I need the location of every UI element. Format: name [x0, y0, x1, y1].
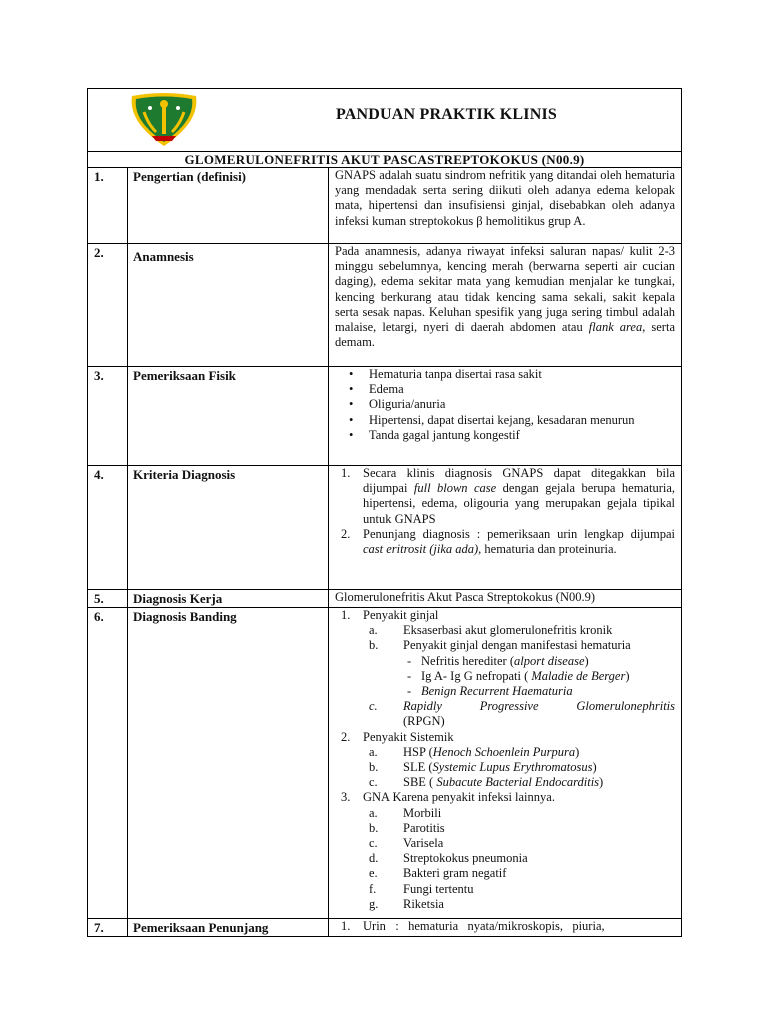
subtitle-row [88, 152, 682, 168]
differential-diagnosis-list [329, 608, 682, 919]
diagnosis-criteria-list [329, 466, 682, 590]
list-item [363, 623, 675, 638]
bullet-icon: • [349, 367, 354, 381]
list-item-text: Penyakit ginjal dengan manifestasi hematuria [403, 638, 631, 653]
list-item [363, 806, 675, 821]
italic-term: Benign Recurrent Haematuria [421, 684, 573, 699]
list-marker: 3. [341, 790, 351, 805]
list-item-text: Hipertensi, dapat disertai kejang, kesadaran menurun [369, 412, 635, 427]
list-marker: 2. [341, 729, 351, 744]
list-item [335, 367, 675, 382]
list-item [363, 897, 675, 912]
italic-term: alport disease [514, 653, 585, 668]
section-label: Diagnosis Banding [128, 608, 329, 919]
list-item-text: Bakteri gram negatif [403, 866, 507, 881]
list-item-text: Parotitis [403, 820, 445, 835]
bullet-icon: • [349, 397, 354, 412]
list-item-text: (RPGN) [403, 714, 445, 729]
list-marker: b. [369, 760, 379, 775]
section-row-supporting-exam [88, 919, 682, 937]
list-item-text: Urin : hematuria nyata/mikroskopis, piuria, [363, 919, 605, 933]
section-row-definition [88, 168, 682, 244]
group-infection-disease [335, 790, 675, 912]
group-label: Penyakit Sistemik [363, 729, 454, 744]
list-item-text: HSP ( [403, 744, 433, 759]
section-number: 6. [88, 608, 128, 919]
section-row-anamnesis [88, 244, 682, 367]
list-marker: a. [369, 623, 378, 638]
section-row-diagnosis-criteria [88, 466, 682, 590]
anamnesis-text-start: Pada anamnesis, adanya riwayat infeksi saluran napas/ kulit 2-3 minggu sebelumnya, kencing merah (berwarna seperti air cucian daging), edema sekitar mata yang kemudian menjalar ke tungkai, kencing berkurang atau tidak kencing sama sekali, sakit kepala serta sesak napas. Keluhan spesifik yang juga sering timbul adalah malaise, letargi, nyeri di daerah abdomen atau [335, 244, 676, 335]
list-item-text: Penunjang diagnosis : pemeriksaan urin lengkap dijumpai [363, 526, 676, 541]
list-item-text: ) [592, 760, 597, 775]
list-marker: g. [369, 896, 379, 911]
list-marker: e. [369, 866, 378, 881]
dash-marker: - [407, 684, 412, 699]
list-item [363, 866, 675, 881]
section-number: 1. [88, 168, 128, 244]
list-item [335, 919, 675, 934]
anamnesis-text [329, 244, 682, 367]
list-marker: a. [369, 805, 378, 820]
section-number: 2. [88, 244, 128, 367]
list-item-text: Eksaserbasi akut glomerulonefritis kronik [403, 623, 613, 638]
dash-item [403, 684, 675, 699]
list-marker: d. [369, 851, 379, 866]
definition-paragraph: GNAPS adalah suatu sindrom nefritik yang ditandai oleh hematuria yang mendadak serta sering diikuti oleh adanya edema kelopak mata, hipertensi dan insufisiensi ginjal, disebabkan oleh adanya infeksi kuman streptokokus β hemolitikus grup A. [335, 168, 676, 228]
list-item-text: Morbili [403, 805, 442, 820]
document-page [87, 88, 681, 937]
section-number: 3. [88, 367, 128, 466]
section-number: 7. [88, 919, 128, 937]
group-systemic-disease [335, 730, 675, 791]
list-item-text: SBE ( [403, 775, 437, 790]
list-item-text: Secara klinis diagnosis GNAPS dapat ditegakkan bila dijumpai [363, 466, 676, 496]
italic-term: cast eritrosit (jika ada) [363, 542, 479, 557]
anamnesis-italic-term: flank area [588, 320, 643, 335]
italic-term: Rapidly Progressive Glomerulonephritis [403, 699, 676, 714]
italic-term: full blown case [413, 481, 497, 496]
italic-term: Systemic Lupus Erythromatosus [432, 760, 593, 775]
bullet-icon: • [349, 412, 354, 427]
list-item [363, 821, 675, 836]
list-item-text: Edema [369, 382, 404, 397]
disease-title: GLOMERULONEFRITIS AKUT PASCASTREPTOKOKUS (N00.9) [88, 152, 682, 168]
dash-marker: - [407, 668, 412, 683]
list-item-text: ) [575, 744, 580, 759]
list-marker: c. [369, 836, 378, 851]
list-item-text: , hematuria dan proteinuria. [478, 542, 617, 557]
dash-item [403, 669, 675, 684]
list-marker: b. [369, 638, 379, 653]
list-item [335, 397, 675, 412]
section-number: 5. [88, 590, 128, 608]
physical-exam-list [329, 367, 682, 466]
list-item-text: Hematuria tanpa disertai rasa sakit [369, 367, 542, 381]
italic-term: Subacute Bacterial Endocarditis [436, 775, 600, 790]
list-item-text: Riketsia [403, 896, 444, 911]
list-marker: b. [369, 820, 379, 835]
dash-marker: - [407, 653, 412, 668]
list-marker: a. [369, 744, 378, 759]
list-item-text: SLE ( [403, 760, 433, 775]
list-item-text: ) [599, 775, 604, 790]
anamnesis-text-end: , serta demam. [335, 320, 675, 350]
list-item-text: Streptokokus pneumonia [403, 851, 528, 866]
list-item-text: Tanda gagal jantung kongestif [369, 427, 520, 442]
list-item-text: Ig A- Ig G nefropati ( [421, 668, 532, 683]
group-kidney-disease [335, 608, 675, 730]
list-item-text: Fungi tertentu [403, 881, 474, 896]
list-marker: c. [369, 699, 378, 714]
bullet-icon: • [349, 427, 354, 442]
list-item-text: Nefritis herediter ( [421, 653, 515, 668]
section-row-differential-diagnosis [88, 608, 682, 919]
section-label: Diagnosis Kerja [128, 590, 329, 608]
list-marker: f. [369, 881, 377, 896]
document-title: PANDUAN PRAKTIK KLINIS [336, 106, 558, 123]
supporting-exam-text [329, 919, 682, 937]
list-item [335, 413, 675, 428]
dash-item [403, 654, 675, 669]
list-marker: c. [369, 775, 378, 790]
italic-term: Maladie de Berger [531, 668, 626, 683]
list-item [335, 466, 675, 527]
list-item [363, 775, 675, 790]
section-label: Anamnesis [128, 244, 329, 367]
list-marker: 1. [341, 466, 351, 480]
list-item [363, 882, 675, 897]
list-marker: 1. [341, 919, 351, 933]
section-row-working-diagnosis [88, 590, 682, 608]
list-item-text: dengan gejala berupa hematuria, hipertensi, edema, oligouria yang merupakan gejala tipikal untuk GNAPS [363, 481, 676, 526]
header-row [88, 89, 682, 152]
list-item [363, 745, 675, 760]
section-label: Pemeriksaan Fisik [128, 367, 329, 466]
header-cell [88, 89, 682, 152]
section-label: Pengertian (definisi) [128, 168, 329, 244]
group-label: GNA Karena penyakit infeksi lainnya. [363, 790, 555, 805]
section-label: Pemeriksaan Penunjang [128, 919, 329, 937]
section-row-physical-exam [88, 367, 682, 466]
list-marker: 2. [341, 526, 351, 541]
working-diagnosis-text: Glomerulonefritis Akut Pasca Streptokokus (N00.9) [329, 590, 682, 608]
bullet-icon: • [349, 382, 354, 397]
list-item [363, 851, 675, 866]
list-item [363, 699, 675, 729]
list-item [335, 428, 675, 443]
group-label: Penyakit ginjal [363, 608, 439, 622]
list-item-text: Varisela [403, 836, 444, 851]
list-marker: 1. [341, 608, 351, 622]
section-label: Kriteria Diagnosis [128, 466, 329, 590]
list-item-text: ) [625, 668, 630, 683]
definition-text [329, 168, 682, 244]
list-item [363, 836, 675, 851]
list-item-text: Oliguria/anuria [369, 397, 446, 412]
regional-emblem-logo [126, 92, 202, 148]
clinical-guide-table [87, 88, 682, 937]
list-item [335, 382, 675, 397]
list-item [363, 760, 675, 775]
list-item [335, 527, 675, 557]
section-number: 4. [88, 466, 128, 590]
list-item-text: ) [584, 653, 589, 668]
list-item [363, 638, 675, 699]
italic-term: Henoch Schoenlein Purpura [432, 744, 576, 759]
